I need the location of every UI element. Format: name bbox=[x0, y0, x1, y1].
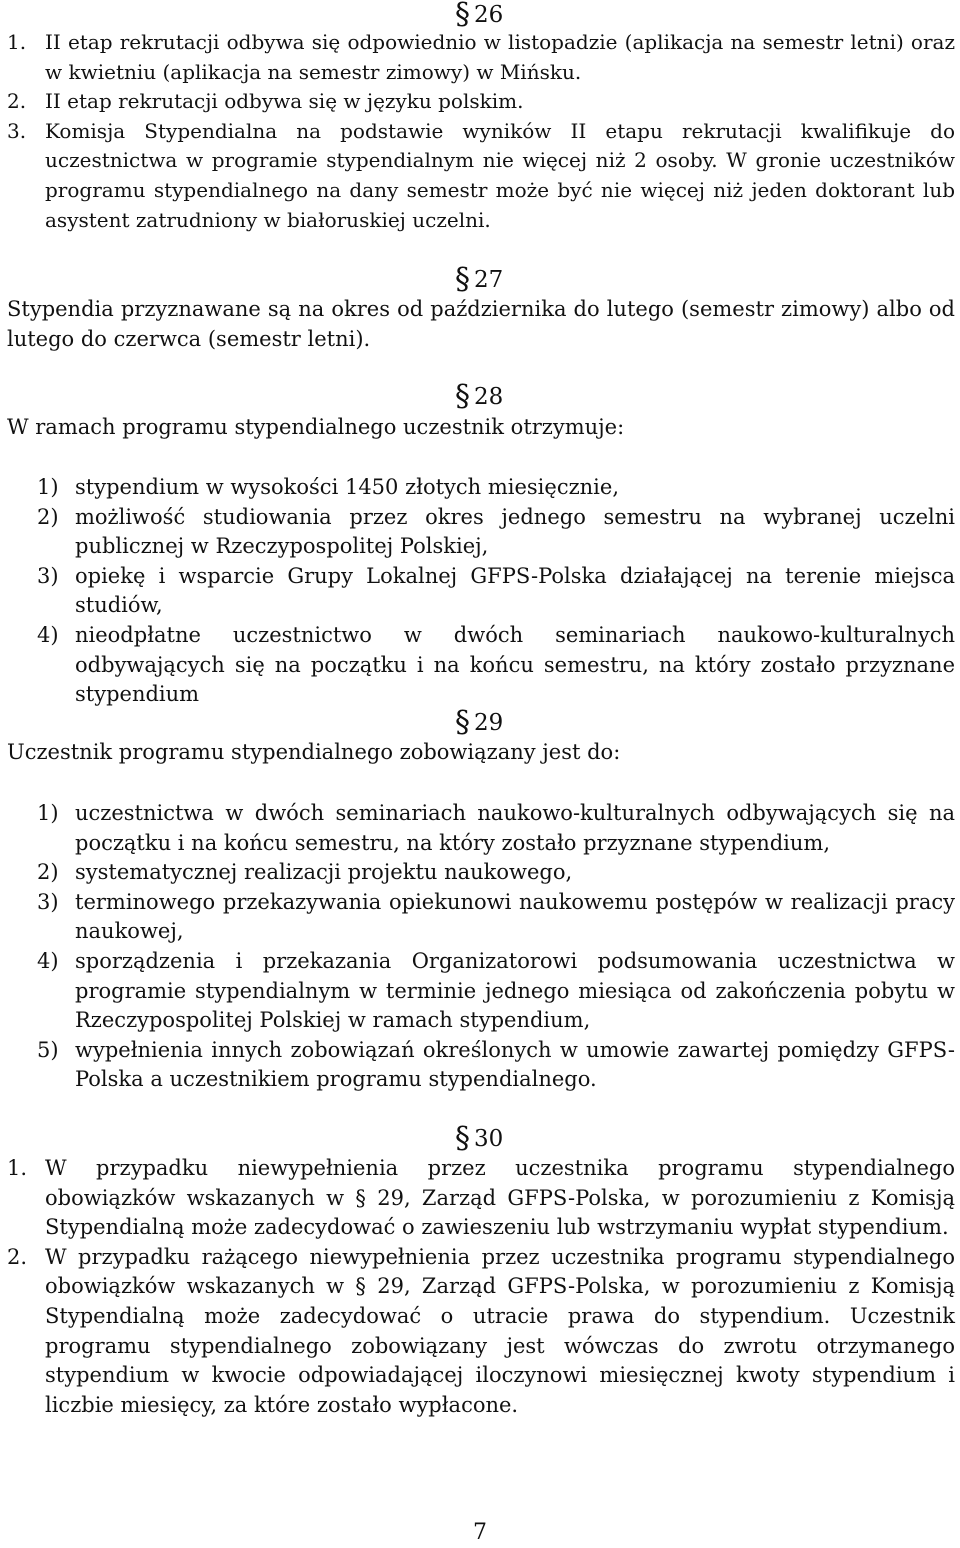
section-28-list bbox=[7, 473, 955, 710]
section-27-text: Stypendia przyznawane są na okres od października do lutego (semestr zimowy) albo od lutego do czerwca (semestr letni). bbox=[7, 297, 955, 351]
list-item: 3) terminowego przekazywania opiekunowi naukowemu postępów w realizacji pracy naukowej, bbox=[37, 889, 955, 944]
section-29-intro: Uczestnik programu stypendialnego zobowiązany jest do: bbox=[7, 740, 621, 764]
section-30-list bbox=[7, 1154, 955, 1420]
section-27-heading: § 27 bbox=[455, 262, 504, 297]
section-28-intro: W ramach programu stypendialnego uczestnik otrzymuje: bbox=[7, 415, 625, 439]
list-item: 1) stypendium w wysokości 1450 złotych miesięcznie, bbox=[37, 475, 620, 499]
section-29-list bbox=[7, 799, 955, 1095]
section-symbol: § bbox=[455, 0, 470, 32]
list-item: 3) opiekę i wsparcie Grupy Lokalnej GFPS-Polska działającej na terenie miejsca studiów, bbox=[37, 563, 955, 618]
section-26-heading: § 26 bbox=[455, 0, 504, 32]
list-item: 1. W przypadku niewypełnienia przez uczestnika programu stypendialnego obowiązków wskazanych w § 29, Zarząd GFPS-Polska, w porozumieniu z Komisją Stypendialną może zadecydować o zawieszeniu lub wstrzymaniu wypłat stypendium. bbox=[7, 1156, 955, 1240]
list-item: 4) nieodpłatne uczestnictwo w dwóch seminariach naukowo-kulturalnych odbywających się na początku i na końcu semestru, na który zostało przyznane stypendium bbox=[37, 622, 955, 707]
section-29-heading: § 29 bbox=[455, 705, 504, 740]
section-26-list bbox=[7, 28, 955, 235]
list-item: 2. II etap rekrutacji odbywa się w języku polskim. bbox=[7, 89, 524, 114]
section-28-heading: § 28 bbox=[455, 379, 504, 414]
page-number: 7 bbox=[473, 1520, 487, 1545]
list-item: 5) wypełnienia innych zobowiązań określonych w umowie zawartej pomiędzy GFPS-Polska a uczestnikiem programu stypendialnego. bbox=[37, 1037, 955, 1092]
list-item: 1) uczestnictwa w dwóch seminariach naukowo-kulturalnych odbywających się na początku i na końcu semestru, na który zostało przyznane stypendium, bbox=[37, 801, 955, 855]
list-item: 1. II etap rekrutacji odbywa się odpowiednio w listopadzie (aplikacja na semestr letni) oraz w kwietniu (aplikacja na semestr zimowy) w Mińsku. bbox=[7, 30, 955, 84]
section-30-heading: § 30 bbox=[455, 1121, 504, 1156]
list-item: 2) możliwość studiowania przez okres jednego semestru na wybranej uczelni publicznej w Rzeczypospolitej Polskiej, bbox=[37, 504, 955, 559]
list-item: 2) systematycznej realizacji projektu naukowego, bbox=[37, 860, 573, 885]
list-item: 4) sporządzenia i przekazania Organizatorowi podsumowania uczestnictwa w programie stypendialnym w terminie jednego miesiąca od zakończenia pobytu w Rzeczypospolitej Polskiej w ramach stypendium, bbox=[37, 948, 955, 1033]
list-item: 3. Komisja Stypendialna na podstawie wyników II etapu rekrutacji kwalifikuje do uczestnictwa w programie stypendialnym nie więcej niż 2 osoby. W gronie uczestników programu stypendialnego na dany semestr może być nie więcej niż jeden doktorant lub asystent zatrudniony w białoruskiej uczelni. bbox=[7, 118, 955, 232]
list-item: 2. W przypadku rażącego niewypełnienia przez uczestnika programu stypendialnego obowiązków wskazanych w § 29, Zarząd GFPS-Polska, w porozumieniu z Komisją Stypendialną może zadecydować o utracie prawa do stypendium. Uczestnik programu stypendialnego zobowiązany jest wówczas do zwrotu otrzymanego stypendium w kwocie odpowiadającej iloczynowi miesięcznej kwoty stypendium i liczbie miesięcy, za które zostało wypłacone. bbox=[7, 1244, 955, 1417]
